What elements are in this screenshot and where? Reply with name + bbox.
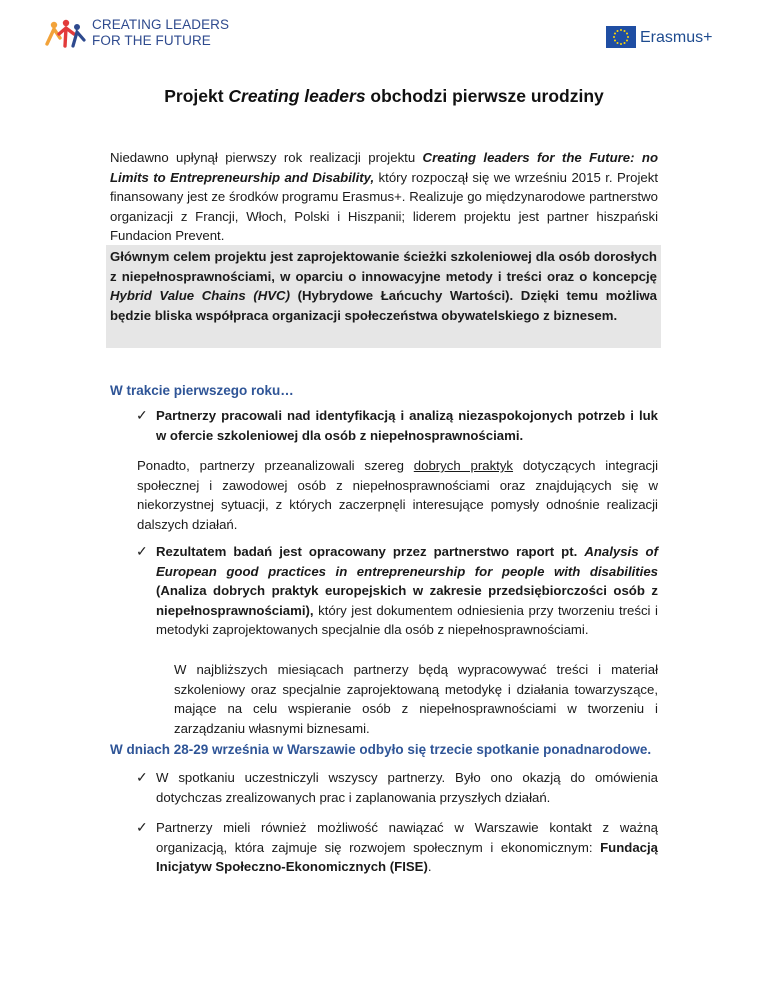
logo-text: [92, 17, 229, 49]
bullet-report: Rezultatem badań jest opracowany przez partnerstwo raport pt. Analysis of European good practices in entrepreneurship for people with disabilities (Analiza dobrych praktyk europejskich w zakresie przedsiębiorczości osób z niepełnosprawnościami), który jest dokumentem odniesienia przy tworzeniu treści i metodyki zaprojektowanych specjalnie dla osób z niepełnosprawnościami.: [156, 544, 659, 637]
page-title: Projekt Creating leaders obchodzi pierwsze urodziny: [164, 86, 604, 106]
bullet-fise-contact: Partnerzy mieli również możliwość nawiązać w Warszawie kontakt z ważną organizacją, która zajmuje się rozwojem społecznym i ekonomicznym: Fundacją Inicjatyw Społeczno-Ekonomicznych (FISE).: [156, 820, 658, 874]
eu-flag-icon: [606, 26, 636, 48]
good-practices-link[interactable]: dobrych praktyk: [413, 458, 514, 473]
erasmus-label: Erasmus+: [640, 29, 713, 46]
check-icon: ✓: [136, 407, 148, 423]
check-icon: ✓: [136, 543, 148, 559]
next-months-paragraph: W najbliższych miesiącach partnerzy będą wypracowywać treści i materiał szkoleniowy oraz specjalnie zaprojektowaną metodykę i działania towarzyszące, mające na celu wspieranie osób z niepełnosprawnościami w tworzeniu i zarządzaniu własnymi biznesami.: [174, 662, 658, 736]
bullet-needs-analysis: Partnerzy pracowali nad identyfikacją i analizą niezaspokojonych potrzeb i luk w ofercie szkoleniowej dla osób z niepełnosprawnościami.: [156, 408, 658, 443]
intro-paragraph: Niedawno upłynął pierwszy rok realizacji projektu Creating leaders for the Future: no Limits to Entrepreneurship and Disability, który rozpoczął się we wrześniu 2015 r. Projekt finansowany jest ze środków programu Erasmus+. Realizuje go międzynarodowe partnerstwo organizacji z Francji, Włoch, Polski i Hiszpanii; liderem projektu jest partner hiszpański Fundacion Prevent.: [110, 150, 658, 243]
bullet-meeting: W spotkaniu uczestniczyli wszyscy partnerzy. Było ono okazją do omówienia dotychczas zrealizowanych prac i zaplanowania przyszłych działań.: [156, 770, 658, 805]
project-goal-highlight: Głównym celem projektu jest zaprojektowanie ścieżki szkoleniowej dla osób dorosłych z niepełnosprawnościami, w oparciu o innowacyjne metody i treści oraz o koncepcję Hybrid Value Chains (HVC) (Hybrydowe Łańcuchy Wartości). Dzięki temu możliwa będzie bliska współpraca organizacji społeczeństwa obywatelskiego z biznesem.: [106, 245, 661, 348]
logo-line-2: FOR THE FUTURE: [92, 33, 211, 48]
check-icon: ✓: [136, 769, 148, 785]
creating-leaders-logo: [44, 16, 264, 52]
check-icon: ✓: [136, 819, 148, 835]
good-practices-paragraph: Ponadto, partnerzy przeanalizowali szereg dobrych praktyk dotyczących integracji społecznej i zawodowej osób z niepełnosprawnościami oraz znajdujących się w niekorzystnej sytuacji, z których zaczerpnęli interesujące pomysły odnośnie realizacji dalszych działań.: [137, 458, 659, 532]
section-heading-first-year: W trakcie pierwszego roku…: [110, 383, 294, 398]
logo-line-1: CREATING LEADERS: [92, 17, 230, 32]
people-figures-icon: [44, 18, 90, 50]
section-heading-warsaw-meeting: W dniach 28-29 września w Warszawie odbyło się trzecie spotkanie ponadnarodowe.: [110, 742, 652, 757]
erasmus-logo: [606, 24, 736, 54]
